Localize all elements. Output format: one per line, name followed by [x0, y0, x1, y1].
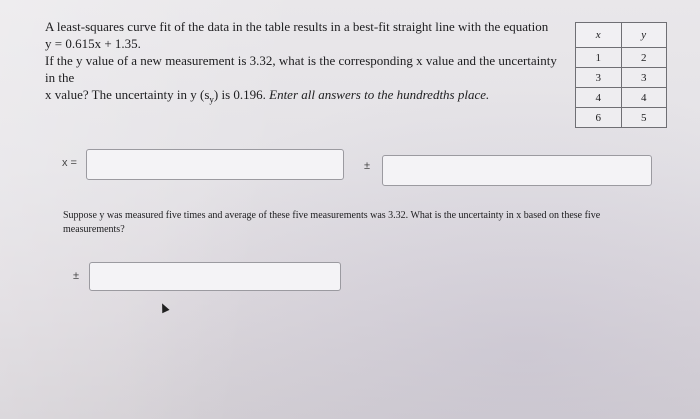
x-uncertainty-input[interactable]: [382, 155, 652, 186]
question-line-4: [45, 86, 565, 109]
table-row: [576, 48, 667, 68]
x-value-input[interactable]: [86, 149, 344, 180]
data-table: [575, 22, 667, 128]
table-cell: 6: [576, 108, 622, 128]
table-header-row: [576, 23, 667, 48]
table-cell: 2: [621, 48, 667, 68]
question-equation: y = 0.615x + 1.35.: [45, 36, 141, 51]
question-line-3: If the y value of a new measurement is 3.32, what is the corresponding x value and the uncertainty in the: [45, 53, 557, 85]
table-row: [576, 108, 667, 128]
plus-minus-label: ±: [364, 160, 371, 172]
table-cell: 4: [621, 88, 667, 108]
table-header-x: x: [576, 23, 622, 48]
question-subscript: y: [209, 94, 214, 105]
plus-minus-label-2: ±: [73, 270, 80, 282]
question-line-4-start: x value? The uncertainty in y (s: [45, 87, 210, 102]
follow-up-question: Suppose y was measured five times and average of these five measurements was 3.32. What is the uncertainty in x based on these five measurements?: [63, 210, 601, 235]
table-cell: 5: [621, 108, 667, 128]
five-measurement-uncertainty-input[interactable]: [89, 262, 341, 291]
table-cell: 4: [576, 88, 622, 108]
table-header-y: y: [621, 23, 667, 48]
question-instruction: Enter all answers to the hundredths place.: [269, 87, 490, 102]
table-cell: 1: [576, 48, 622, 68]
table-cell: 3: [621, 68, 667, 88]
table-cell: 3: [576, 68, 622, 88]
question-text: [45, 18, 565, 109]
question-line-4-mid: ) is 0.196.: [213, 87, 270, 102]
x-equals-label: x =: [62, 157, 77, 169]
table-row: [576, 68, 667, 88]
question-line-1: A least-squares curve fit of the data in the table results in a best-fit straight line with the equation: [45, 19, 549, 34]
table-row: [576, 88, 667, 108]
mouse-cursor-icon: [158, 302, 169, 314]
